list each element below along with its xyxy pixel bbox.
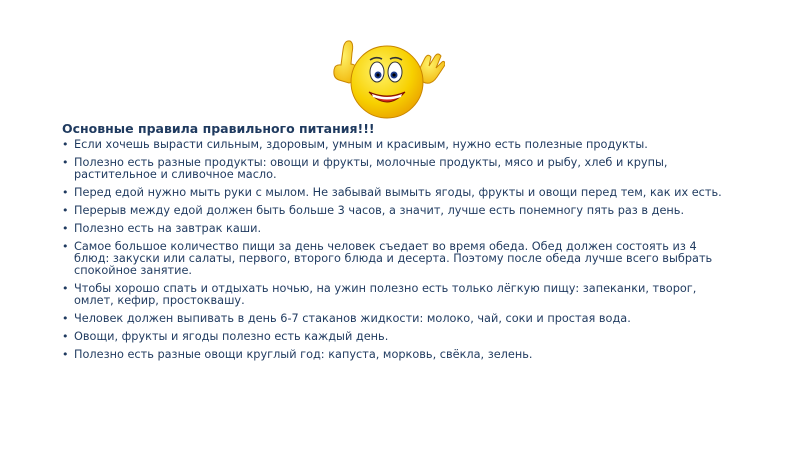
bullet-icon: • (62, 138, 69, 151)
list-item: • Чтобы хорошо спать и отдыхать ночью, на ужин полезно есть только лёгкую пищу: запеканки, творог, омлет, кефир, простоквашу. (62, 282, 697, 307)
list-item: • Перерыв между едой должен быть больше 3 часов, а значит, лучше есть понемногу пять раз в день. (62, 204, 685, 217)
section-heading: Основные правила правильного питания!!! (62, 121, 375, 136)
bullet-icon: • (62, 282, 69, 295)
bullet-icon: • (62, 204, 69, 217)
rules-list (62, 139, 732, 361)
list-item: • Если хочешь вырасти сильным, здоровым, умным и красивым, нужно есть полезные продукты. (62, 138, 648, 151)
list-item: • Овощи, фрукты и ягоды полезно есть каждый день. (62, 330, 389, 343)
bullet-icon: • (62, 240, 69, 253)
list-item: • Человек должен выпивать в день 6-7 стаканов жидкости: молоко, чай, соки и простая вода. (62, 312, 631, 325)
bullet-icon: • (62, 186, 69, 199)
bullet-icon: • (62, 330, 69, 343)
bullet-icon: • (62, 156, 69, 169)
list-item: • Самое большое количество пищи за день человек съедает во время обеда. Обед должен состоять из 4 блюд: закуски или салаты, первого, второго блюда и десерта. Поэтому после обеда лучше всего выбрать спокойное занятие. (62, 240, 713, 277)
bullet-icon: • (62, 348, 69, 361)
bullet-icon: • (62, 312, 69, 325)
smiley-face-illustration (325, 20, 445, 120)
list-item: • Полезно есть разные продукты: овощи и фрукты, молочные продукты, мясо и рыбу, хлеб и крупы, растительное и сливочное масло. (62, 156, 668, 181)
list-item: • Полезно есть на завтрак каши. (62, 222, 262, 235)
list-item: • Перед едой нужно мыть руки с мылом. Не забывай вымыть ягоды, фрукты и овощи перед тем, как их есть. (62, 186, 722, 199)
rules-section (62, 121, 732, 367)
bullet-icon: • (62, 222, 69, 235)
list-item: • Полезно есть разные овощи круглый год: капуста, морковь, свёкла, зелень. (62, 348, 533, 361)
